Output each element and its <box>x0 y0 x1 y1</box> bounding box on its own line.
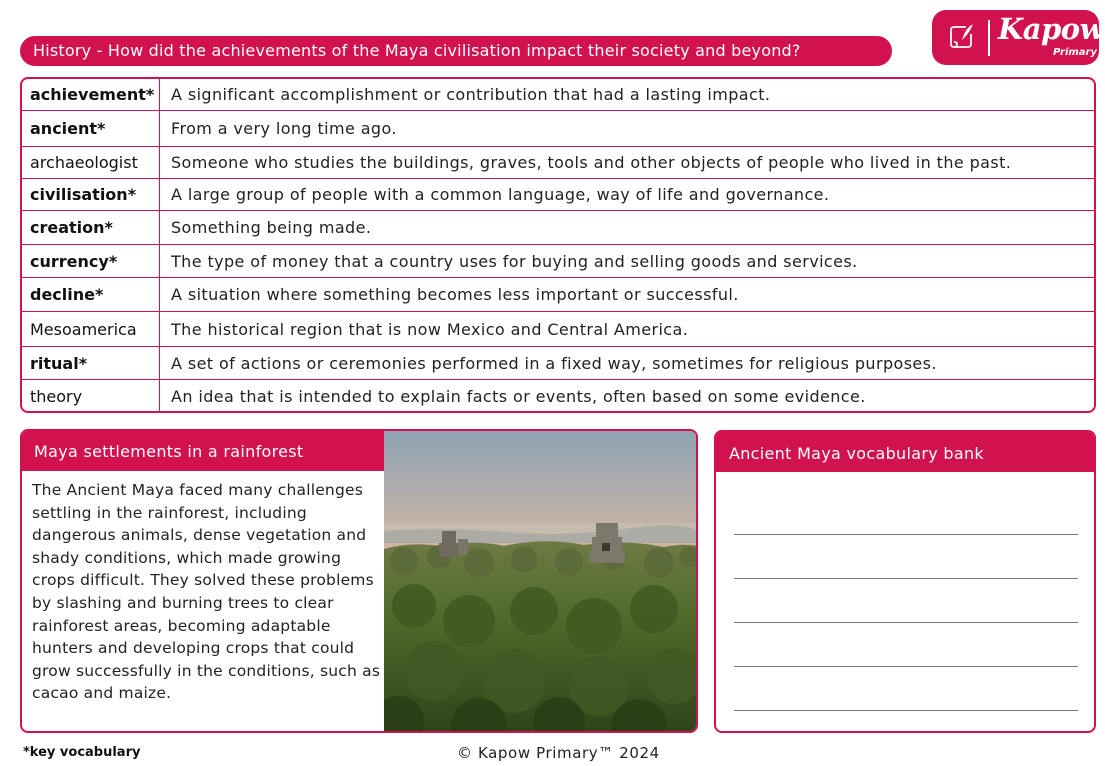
vocabulary-definition: A large group of people with a common language, way of life and governance. <box>171 185 830 204</box>
temple-left <box>439 531 459 557</box>
logo-wordmark: Kapow <box>998 12 1105 46</box>
vocabulary-term: creation* <box>22 211 160 244</box>
vocabulary-row <box>22 347 1094 380</box>
scroll-quill-icon <box>946 22 976 52</box>
vocabulary-row <box>22 147 1094 179</box>
vocabulary-row <box>22 211 1094 245</box>
vocabulary-row <box>22 79 1094 111</box>
logo-divider <box>988 20 990 56</box>
vocabulary-row <box>22 111 1094 147</box>
vocabulary-definition: The historical region that is now Mexico and Central America. <box>171 319 689 339</box>
writing-line[interactable] <box>734 666 1078 667</box>
vocabulary-definition: A situation where something becomes less important or successful. <box>171 285 739 304</box>
writing-line[interactable] <box>734 534 1078 535</box>
vocabulary-bank-heading: Ancient Maya vocabulary bank <box>716 432 1094 472</box>
vocabulary-term: civilisation* <box>22 179 160 210</box>
vocabulary-term: Mesoamerica <box>22 312 160 346</box>
vocabulary-definition: A set of actions or ceremonies performed in a fixed way, sometimes for religious purposes. <box>171 353 937 373</box>
vocabulary-bank-panel <box>714 430 1096 733</box>
vocabulary-row <box>22 312 1094 347</box>
page-title: History - How did the achievements of the Maya civilisation impact their society and beyond? <box>20 36 892 66</box>
vocabulary-row <box>22 278 1094 312</box>
vocabulary-term: currency* <box>22 245 160 277</box>
writing-line[interactable] <box>734 578 1078 579</box>
vocabulary-definition: Someone who studies the buildings, graves, tools and other objects of people who lived in the past. <box>171 153 1012 172</box>
copyright: © Kapow Primary™ 2024 <box>457 744 660 762</box>
settlements-text: The Ancient Maya faced many challenges settling in the rainforest, including dangerous animals, dense vegetation and shady conditions, which made growing crops difficult. They solved these problems by slashing and burning trees to clear rainforest areas, becoming adaptable hunters and developing crops that could grow successfully in the conditions, such as cacao and maize. <box>32 481 381 703</box>
vocabulary-definition: Something being made. <box>171 218 372 237</box>
vocabulary-definition: An idea that is intended to explain facts or events, often based on some evidence. <box>171 387 866 406</box>
vocabulary-row <box>22 245 1094 278</box>
logo-subtitle: Primary <box>1053 47 1097 58</box>
kapow-logo <box>932 10 1105 65</box>
vocabulary-term: decline* <box>22 278 160 311</box>
vocabulary-term: achievement* <box>22 79 160 110</box>
vocabulary-row <box>22 380 1094 413</box>
vocabulary-term: archaeologist <box>22 147 160 178</box>
writing-line[interactable] <box>734 710 1078 711</box>
vocabulary-table <box>20 77 1096 413</box>
vocabulary-row <box>22 179 1094 211</box>
vocabulary-definition: The type of money that a country uses for buying and selling goods and services. <box>171 251 858 271</box>
rainforest-temple-photo <box>384 431 698 733</box>
key-vocabulary-note: *key vocabulary <box>23 745 141 760</box>
vocabulary-term: ritual* <box>22 347 160 379</box>
writing-line[interactable] <box>734 622 1078 623</box>
settlements-panel <box>20 429 698 733</box>
settlements-heading: Maya settlements in a rainforest <box>22 431 384 471</box>
vocabulary-definition: A significant accomplishment or contribution that had a lasting impact. <box>171 85 771 104</box>
vocabulary-term: ancient* <box>22 111 160 146</box>
vocabulary-term: theory <box>22 380 160 413</box>
vocabulary-definition: From a very long time ago. <box>171 119 397 138</box>
